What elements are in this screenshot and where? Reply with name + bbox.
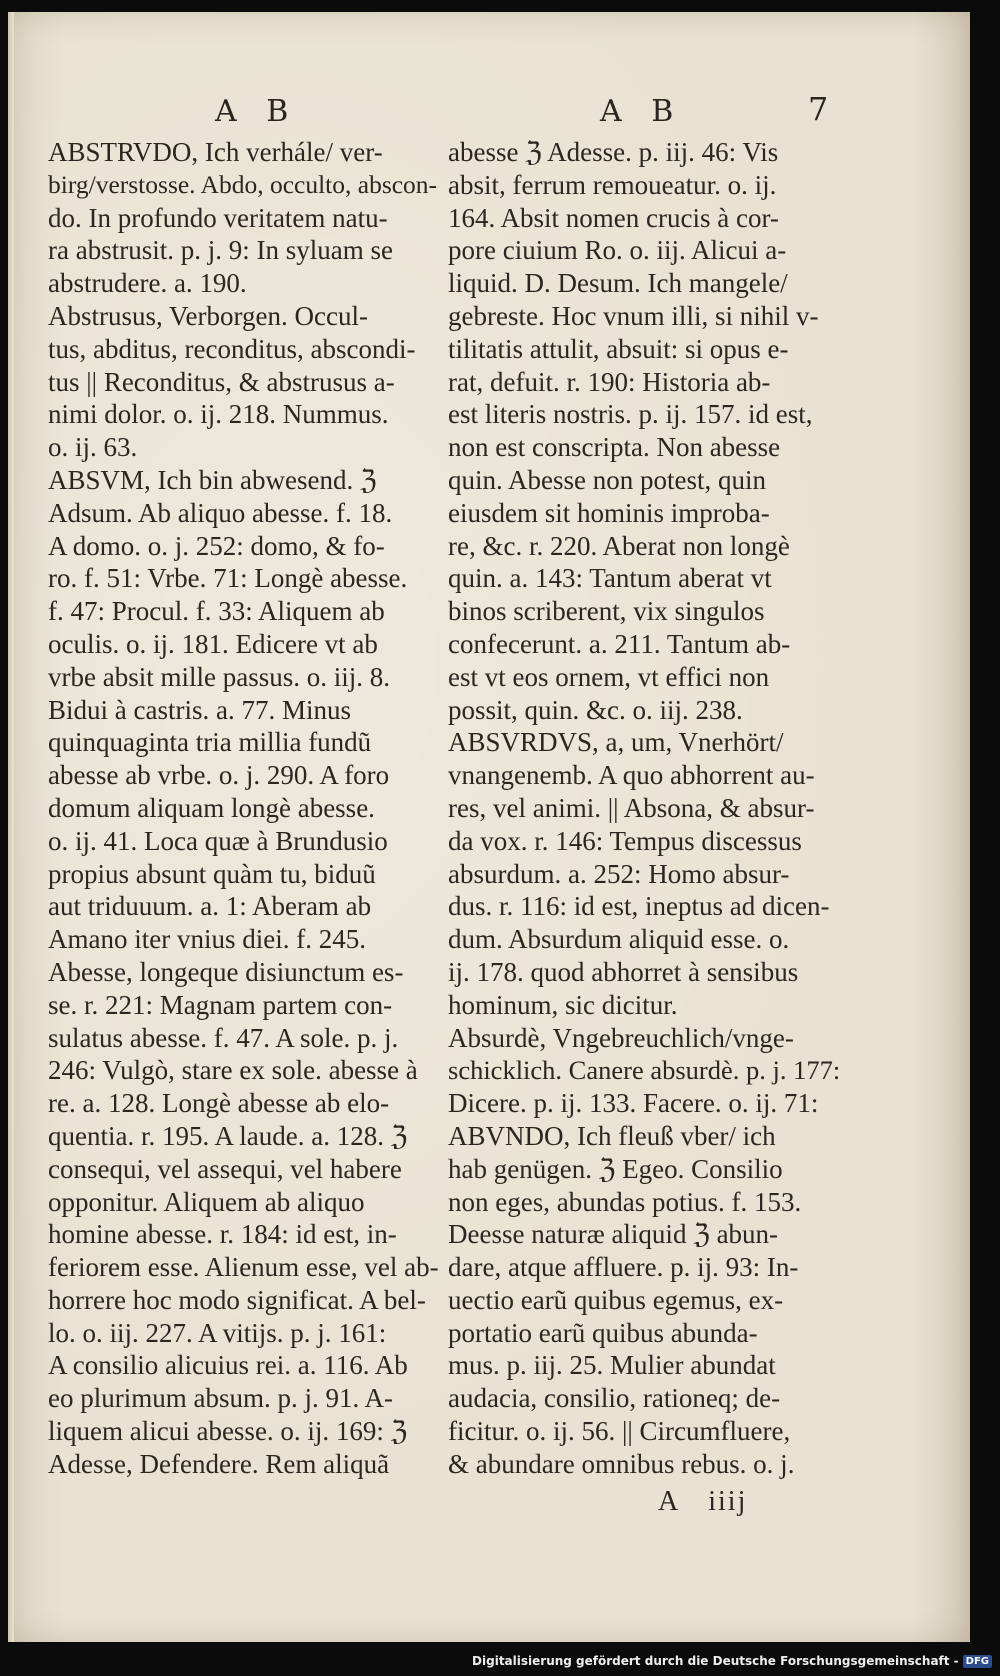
text-line: eiusdem sit hominis improba- <box>448 497 770 528</box>
text-line: birg/verstosse. Abdo, occulto, abscon- <box>48 169 438 199</box>
text-line: & abundare omnibus rebus. o. j. <box>448 1448 795 1479</box>
text-line: lo. o. iij. 227. A vitijs. p. j. 161: <box>48 1317 387 1348</box>
text-line: mus. p. iij. 25. Mulier abundat <box>448 1350 776 1381</box>
page-edge <box>8 12 14 1642</box>
text-line: se. r. 221: Magnam partem con- <box>48 989 393 1020</box>
text-line: sulatus abesse. f. 47. A sole. p. j. <box>48 1022 399 1053</box>
text-line: schicklich. Canere absurdè. p. j. 177: <box>448 1055 841 1086</box>
text-line: ABSTRVDO, Ich verhále/ ver- <box>48 137 383 167</box>
text-line: ficitur. o. ij. 56. || Circumfluere, <box>448 1416 791 1447</box>
text-line: A consilio alicuius rei. a. 116. Ab <box>48 1350 408 1381</box>
text-line: consequi, vel assequi, vel habere <box>48 1153 402 1184</box>
text-line: binos scriberent, vix singulos <box>448 596 765 627</box>
signature-number: iiij <box>708 1486 748 1517</box>
text-line: Abstrusus, Verborgen. Occul- <box>48 300 368 331</box>
text-line: Abesse, longeque disiunctum es- <box>48 956 404 987</box>
text-line: A domo. o. j. 252: domo, & fo- <box>48 530 385 561</box>
signature-letter: A <box>658 1486 681 1517</box>
text-line: eo plurimum absum. p. j. 91. A- <box>48 1383 393 1414</box>
text-line: quentia. r. 195. A laude. a. 128. ℨ <box>48 1120 408 1151</box>
text-line: hominum, sic dicitur. <box>448 989 678 1020</box>
text-line: nimi dolor. o. ij. 218. Nummus. <box>48 399 389 430</box>
left-column <box>48 136 440 1481</box>
text-line: quinquaginta tria millia fundũ <box>48 727 372 758</box>
text-line: Adsum. Ab aliquo abesse. f. 18. <box>48 497 393 528</box>
text-line: tus || Reconditus, & abstrusus a- <box>48 366 395 397</box>
text-line: abesse ab vrbe. o. j. 290. A foro <box>48 760 390 791</box>
text-line: res, vel animi. || Absona, & absur- <box>448 792 815 823</box>
text-line: quin. a. 143: Tantum aberat vt <box>448 563 772 594</box>
running-header <box>8 90 970 134</box>
text-line: ABVNDO, Ich fleuß vber/ ich <box>448 1120 776 1151</box>
text-line: ro. f. 51: Vrbe. 71: Longè abesse. <box>48 563 408 594</box>
text-line: horrere hoc modo significat. A bel- <box>48 1284 426 1315</box>
digitization-footer <box>472 1650 992 1672</box>
text-line: absit, ferrum remoueatur. o. ij. <box>448 169 777 200</box>
header-right: A B <box>600 94 684 129</box>
page-number: 7 <box>808 90 829 128</box>
dfg-logo: DFG <box>963 1655 992 1668</box>
text-line: pore ciuium Ro. o. iij. Alicui a- <box>448 235 787 266</box>
text-line: portatio earũ quibus abunda- <box>448 1317 758 1348</box>
text-line: re, &c. r. 220. Aberat non longè <box>448 530 790 561</box>
text-line: ABSVM, Ich bin abwesend. ℨ <box>48 464 377 495</box>
text-line: liquid. D. Desum. Ich mangele/ <box>448 268 788 299</box>
text-line: Absurdè, Vngebreuchlich/vnge- <box>448 1022 794 1053</box>
text-line: abesse ℨ Adesse. p. iij. 46: Vis <box>448 137 779 167</box>
text-line: uectio earũ quibus egemus, ex- <box>448 1284 784 1315</box>
text-line: tus, abditus, reconditus, abscondi- <box>48 333 416 364</box>
text-line: domum aliquam longè abesse. <box>48 792 375 823</box>
text-line: re. a. 128. Longè abesse ab elo- <box>48 1088 390 1119</box>
text-line: audacia, consilio, rationeq; de- <box>448 1383 781 1414</box>
text-line: opponitur. Aliquem ab aliquo <box>48 1186 365 1217</box>
text-line: Amano iter vnius diei. f. 245. <box>48 924 366 955</box>
text-line: Adesse, Defendere. Rem aliquã <box>48 1448 390 1479</box>
text-line: ij. 178. quod abhorret à sensibus <box>448 956 799 987</box>
header-left: A B <box>215 94 299 129</box>
text-line: est literis nostris. p. ij. 157. id est, <box>448 399 813 430</box>
text-line: o. ij. 63. <box>48 432 138 463</box>
book-page <box>8 12 970 1642</box>
right-column <box>448 136 846 1481</box>
text-line: do. In profundo veritatem natu- <box>48 202 388 233</box>
text-line: 164. Absit nomen crucis à cor- <box>448 202 779 233</box>
text-line: f. 47: Procul. f. 33: Aliquem ab <box>48 596 385 627</box>
text-line: 246: Vulgò, stare ex sole. abesse à <box>48 1055 418 1086</box>
text-line: possit, quin. &c. o. iij. 238. <box>448 694 743 725</box>
text-line: quin. Abesse non potest, quin <box>448 464 766 495</box>
text-line: da vox. r. 146: Tempus discessus <box>448 825 802 856</box>
text-line: dum. Absurdum aliquid esse. o. <box>448 924 790 955</box>
text-line: hab genügen. ℨ Egeo. Consilio <box>448 1153 783 1184</box>
text-line: oculis. o. ij. 181. Edicere vt ab <box>48 628 378 659</box>
text-line: Dicere. p. ij. 133. Facere. o. ij. 71: <box>448 1088 819 1119</box>
text-line: aut triduuum. a. 1: Aberam ab <box>48 891 372 922</box>
text-line: ABSVRDVS, a, um, Vnerhört/ <box>448 727 784 758</box>
catchword-line <box>658 1486 747 1518</box>
text-line: propius absunt quàm tu, biduũ <box>48 858 376 889</box>
text-line: Deesse naturæ aliquid ℨ abun- <box>448 1219 779 1250</box>
text-line: vrbe absit mille passus. o. iij. 8. <box>48 661 390 692</box>
text-line: vnangenemb. A quo abhorrent au- <box>448 760 815 791</box>
text-line: abstrudere. a. 190. <box>48 268 247 299</box>
text-line: ra abstrusit. p. j. 9: In syluam se <box>48 235 393 266</box>
text-line: rat, defuit. r. 190: Historia ab- <box>448 366 771 397</box>
text-line: confecerunt. a. 211. Tantum ab- <box>448 628 791 659</box>
footer-text: Digitalisierung gefördert durch die Deutsche Forschungsgemeinschaft - <box>472 1654 959 1668</box>
text-line: tilitatis attulit, absuit: si opus e- <box>448 333 789 364</box>
text-line: non eges, abundas potius. f. 153. <box>448 1186 802 1217</box>
text-line: gebreste. Hoc vnum illi, si nihil v- <box>448 300 819 331</box>
text-line: dus. r. 116: id est, ineptus ad dicen- <box>448 891 830 922</box>
text-line: liquem alicui abesse. o. ij. 169: ℨ <box>48 1416 408 1447</box>
text-line: non est conscripta. Non abesse <box>448 432 781 463</box>
text-line: homine abesse. r. 184: id est, in- <box>48 1219 397 1250</box>
text-line: dare, atque affluere. p. ij. 93: In- <box>448 1252 799 1283</box>
text-line: o. ij. 41. Loca quæ à Brundusio <box>48 825 388 856</box>
text-line: absurdum. a. 252: Homo absur- <box>448 858 790 889</box>
text-line: est vt eos ornem, vt effici non <box>448 661 770 692</box>
text-line: feriorem esse. Alienum esse, vel ab- <box>48 1252 439 1283</box>
text-line: Bidui à castris. a. 77. Minus <box>48 694 351 725</box>
